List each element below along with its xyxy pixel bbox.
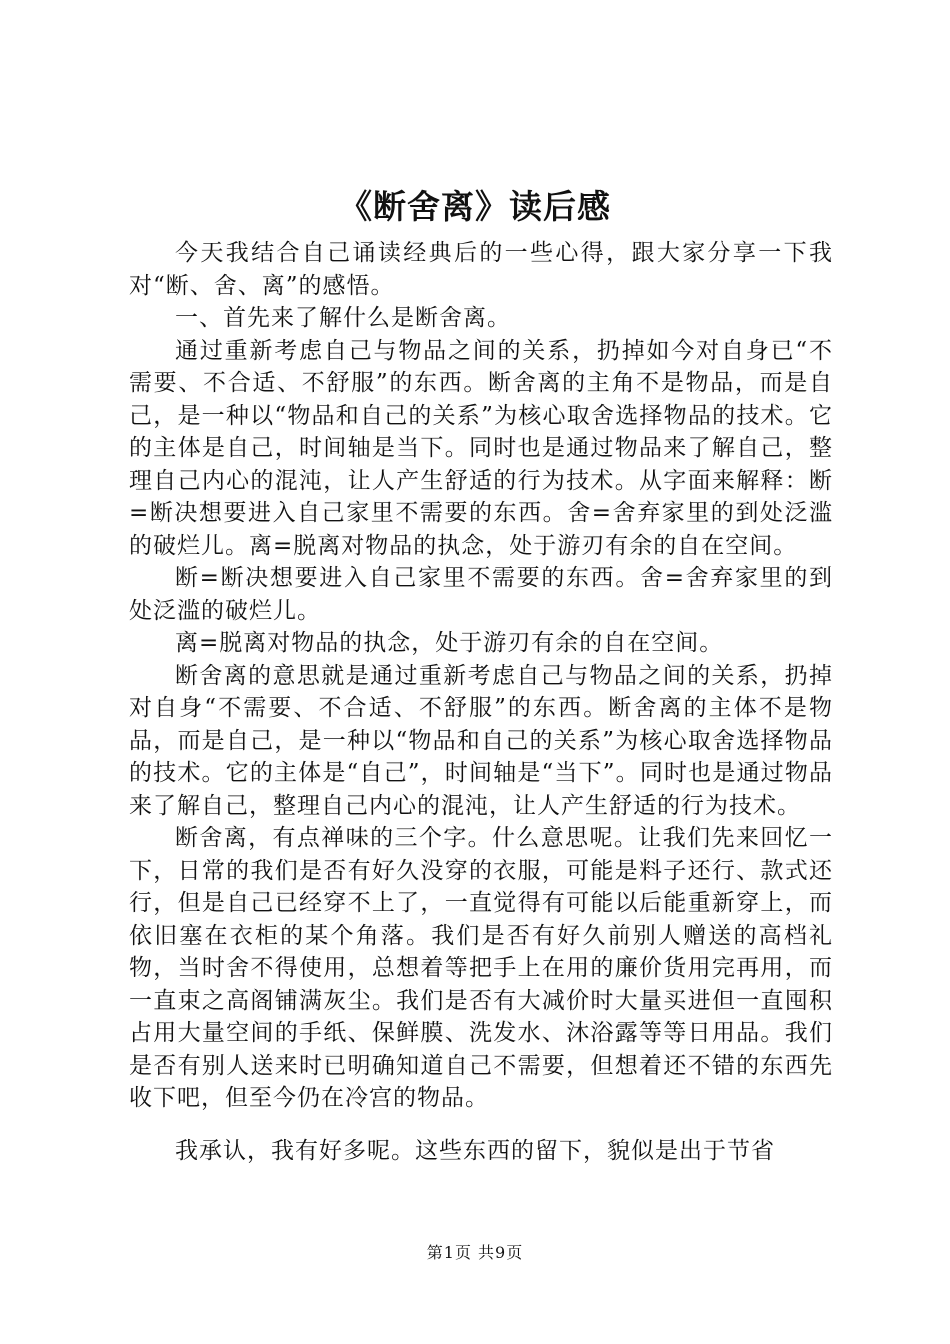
- paragraph-admission: 我承认，我有好多呢。这些东西的留下，貌似是出于节省: [175, 1137, 775, 1164]
- paragraph-reflection: 断舍离，有点禅味的三个字。什么意思呢。让我们先来回忆一下，日常的我们是否有好久没穿的衣服，可能是料子还行、款式还行，但是自己已经穿不上了，一直觉得有可能以后能重新穿上，而依旧塞在衣柜的某个角落。我们是否有好久前别人赠送的高档礼物，当时舍不得使用，总想着等把手上在用的廉价货用完再用，而一直束之高阁铺满灰尘。我们是否有大减价时大量买进但一直囤积占用大量空间的手纸、保鲜膜、洗发水、沐浴露等等日用品。我们是否有别人送来时已明确知道自己不需要，但想着还不错的东西先收下吧，但至今仍在冷宫的物品。: [129, 825, 833, 1111]
- document-title: 《断舍离》读后感: [339, 187, 611, 226]
- paragraph-intro: 今天我结合自己诵读经典后的一些心得，跟大家分享一下我对“断、舍、离”的感悟。: [129, 240, 833, 299]
- document-body: [129, 237, 833, 1167]
- paragraph-duan-she: 断=断决想要进入自己家里不需要的东西。舍=舍弃家里的到处泛滥的破烂儿。: [129, 565, 833, 624]
- paragraph-definition: 通过重新考虑自己与物品之间的关系，扔掉如今对自身已“不需要、不合适、不舒服”的东西。断舍离的主角不是物品，而是自己，是一种以“物品和自己的关系”为核心取舍选择物品的技术。它的主体是自己，时间轴是当下。同时也是通过物品来了解自己，整理自己内心的混沌，让人产生舒适的行为技术。从字面来解释：断=断决想要进入自己家里不需要的东西。舍=舍弃家里的到处泛滥的破烂儿。离=脱离对物品的执念，处于游刃有余的自在空间。: [129, 337, 833, 559]
- paragraph-section-heading: 一、首先来了解什么是断舍离。: [175, 305, 511, 331]
- paragraph-li: 离=脱离对物品的执念，处于游刃有余的自在空间。: [175, 630, 724, 656]
- paragraph-meaning: 断舍离的意思就是通过重新考虑自己与物品之间的关系，扔掉对自身“不需要、不合适、不舒服”的东西。断舍离的主体不是物品，而是自己，是一种以“物品和自己的关系”为核心取舍选择物品的技术。它的主体是“自己”，时间轴是“当下”。同时也是通过物品来了解自己，整理自己内心的混沌，让人产生舒适的行为技术。: [129, 662, 833, 819]
- page-footer: 第1页 共9页: [426, 1243, 524, 1262]
